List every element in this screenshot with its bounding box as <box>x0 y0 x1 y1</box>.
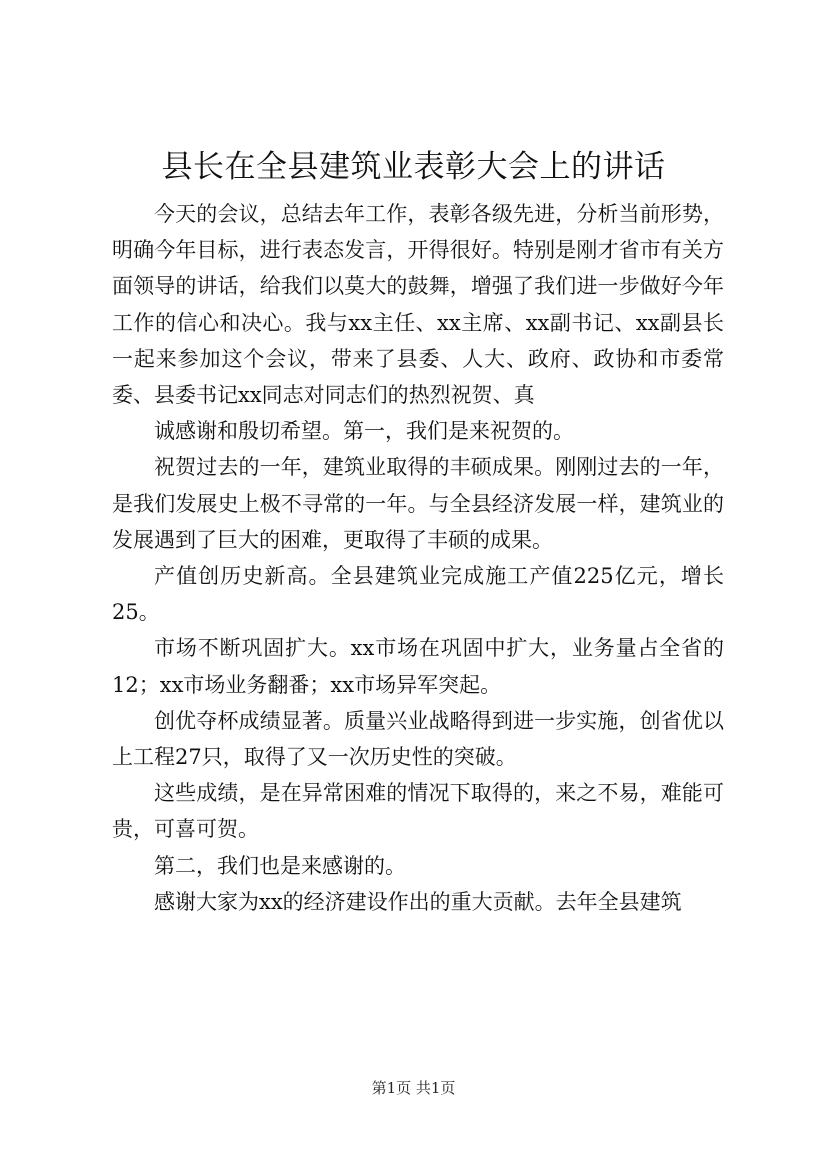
document-title: 县长在全县建筑业表彰大会上的讲话 <box>161 149 666 185</box>
paragraph: 祝贺过去的一年，建筑业取得的丰硕成果。刚刚过去的一年，是我们发展史上极不寻常的一年。与全县经济发展一样，建筑业的发展遇到了巨大的困难，更取得了丰硕的成果。 <box>112 455 724 552</box>
page-number-footer: 第1页 共1页 <box>371 1079 456 1097</box>
document-body <box>112 196 724 920</box>
paragraph: 今天的会议，总结去年工作，表彰各级先进，分析当前形势，明确今年目标，进行表态发言，开得很好。特别是刚才省市有关方面领导的讲话，给我们以莫大的鼓舞，增强了我们进一步做好今年工作的信心和决心。我与xx主任、xx主席、xx副书记、xx副县长一起来参加这个会议，带来了县委、人大、政府、政协和市委常委、县委书记xx同志对同志们的热烈祝贺、真 <box>112 202 724 408</box>
paragraph: 第二，我们也是来感谢的。 <box>154 853 406 878</box>
paragraph: 这些成绩，是在异常困难的情况下取得的，来之不易，难能可贵，可喜可贺。 <box>112 781 724 842</box>
paragraph: 感谢大家为xx的经济建设作出的重大贡献。去年全县建筑 <box>154 889 682 914</box>
paragraph: 市场不断巩固扩大。xx市场在巩固中扩大，业务量占全省的12；xx市场业务翻番；xx市场异军突起。 <box>112 636 724 697</box>
paragraph: 产值创历史新高。全县建筑业完成施工产值225亿元，增长25。 <box>112 564 724 625</box>
paragraph: 创优夺杯成绩显著。质量兴业战略得到进一步实施，创省优以上工程27只，取得了又一次历史性的突破。 <box>112 708 724 770</box>
paragraph: 诚感谢和殷切希望。第一，我们是来祝贺的。 <box>154 419 574 444</box>
